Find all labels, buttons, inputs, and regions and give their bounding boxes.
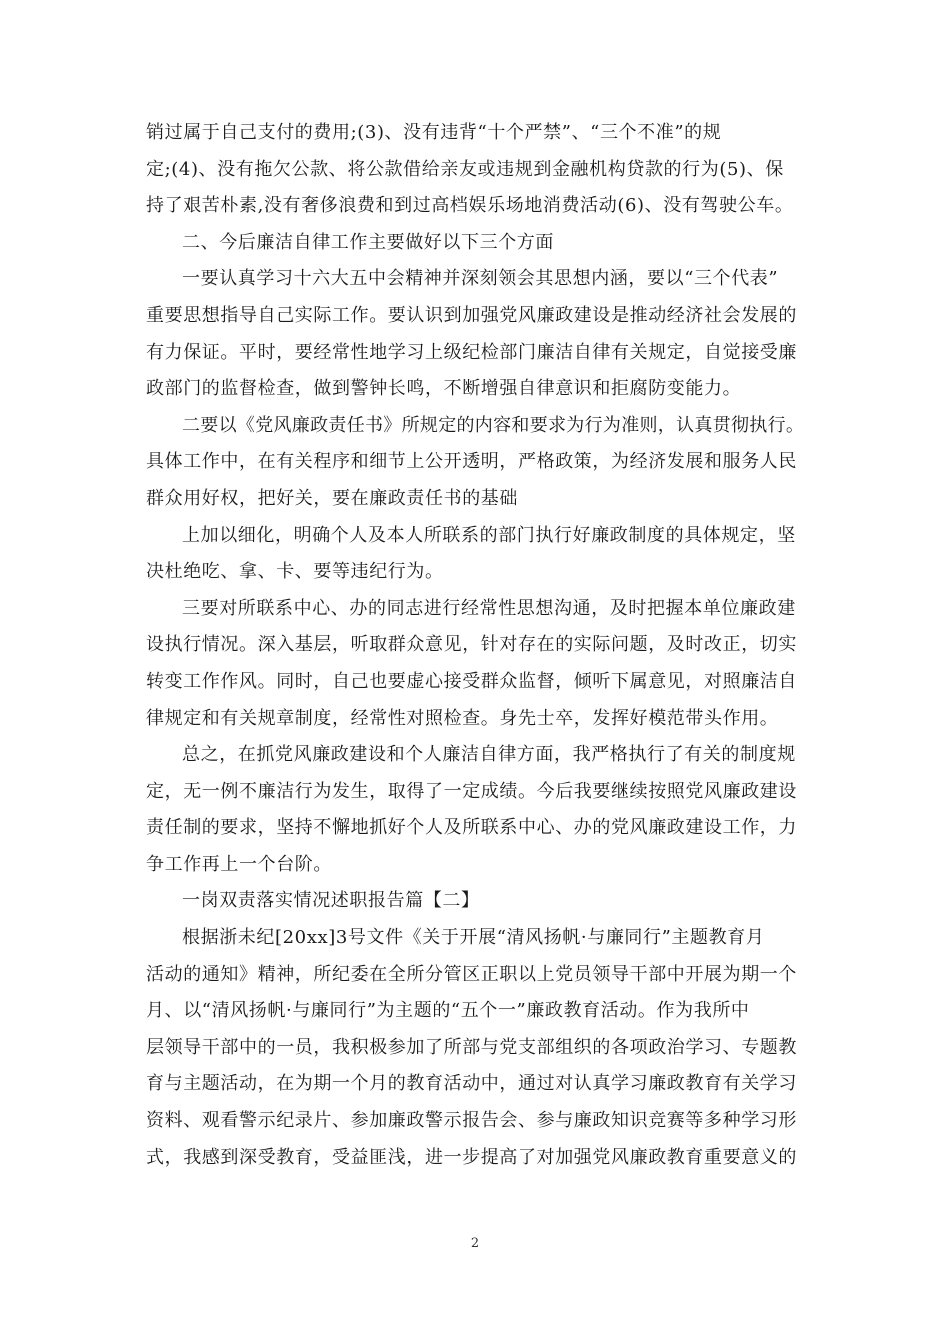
- text-line: 群众用好权，把好关，要在廉政责任书的基础: [146, 487, 518, 509]
- text-line: 定，无一例不廉洁行为发生，取得了一定成绩。今后我要继续按照党风廉政建设: [146, 780, 797, 802]
- text-line: 根据浙未纪[20xx]3号文件《关于开展“清风扬帆·与廉同行”主题教育月: [182, 927, 765, 949]
- text-line: 具体工作中，在有关程序和细节上公开透明，严格政策，为经济发展和服务人民: [146, 451, 797, 473]
- text-line: 政部门的监督检查，做到警钟长鸣，不断增强自律意识和拒腐防变能力。: [146, 378, 742, 400]
- text-line: 转变工作作风。同时，自己也要虚心接受群众监督，倾听下属意见，对照廉洁自: [146, 670, 797, 692]
- text-line: 责任制的要求，坚持不懈地抓好个人及所联系中心、办的党风廉政建设工作，力: [146, 817, 797, 839]
- text-line: 上加以细化，明确个人及本人所联系的部门执行好廉政制度的具体规定，坚: [182, 524, 796, 546]
- text-line: 二要以《党风廉政责任书》所规定的内容和要求为行为准则，认真贯彻执行。: [182, 414, 805, 436]
- page-number: 2: [470, 1236, 480, 1251]
- text-line: 月、以“清风扬帆·与廉同行”为主题的“五个一”廉政教育活动。作为我所中: [146, 1000, 750, 1022]
- text-line: 争工作再上一个台阶。: [146, 853, 332, 875]
- text-line: 三要对所联系中心、办的同志进行经常性思想沟通，及时把握本单位廉政建: [182, 597, 796, 619]
- text-line: 育与主题活动，在为期一个月的教育活动中，通过对认真学习廉政教育有关学习: [146, 1073, 797, 1095]
- text-line: 持了艰苦朴素,没有奢侈浪费和到过高档娱乐场地消费活动(6)、没有驾驶公车。: [146, 195, 794, 217]
- text-line: 式，我感到深受教育，受益匪浅，进一步提高了对加强党风廉政教育重要意义的: [146, 1146, 797, 1168]
- text-line: 有力保证。平时，要经常性地学习上级纪检部门廉洁自律有关规定，自觉接受廉: [146, 341, 797, 363]
- text-line: 设执行情况。深入基层，听取群众意见，针对存在的实际问题，及时改正，切实: [146, 634, 797, 656]
- text-line: 一要认真学习十六大五中会精神并深刻领会其思想内涵，要以“三个代表”: [182, 268, 779, 290]
- text-line: 定;(4)、没有拖欠公款、将公款借给亲友或违规到金融机构贷款的行为(5)、保: [146, 158, 784, 180]
- text-line: 活动的通知》精神，所纪委在全所分管区正职以上党员领导干部中开展为期一个: [146, 963, 797, 985]
- text-line: 二、今后廉洁自律工作主要做好以下三个方面: [182, 231, 554, 253]
- text-line: 律规定和有关规章制度，经常性对照检查。身先士卒，发挥好模范带头作用。: [146, 707, 779, 729]
- text-line: 总之，在抓党风廉政建设和个人廉洁自律方面，我严格执行了有关的制度规: [182, 744, 796, 766]
- text-line: 一岗双责落实情况述职报告篇【二】: [182, 890, 480, 912]
- text-line: 资料、观看警示纪录片、参加廉政警示报告会、参与廉政知识竞赛等多种学习形: [146, 1110, 797, 1132]
- text-line: 决杜绝吃、拿、卡、要等违纪行为。: [146, 561, 444, 583]
- text-line: 销过属于自己支付的费用;(3)、没有违背“十个严禁”、“三个不准”的规: [146, 122, 722, 143]
- body-text: [146, 115, 808, 1176]
- text-line: 层领导干部中的一员，我积极参加了所部与党支部组织的各项政治学习、专题教: [146, 1036, 797, 1058]
- text-line: 重要思想指导自己实际工作。要认识到加强党风廉政建设是推动经济社会发展的: [146, 304, 797, 326]
